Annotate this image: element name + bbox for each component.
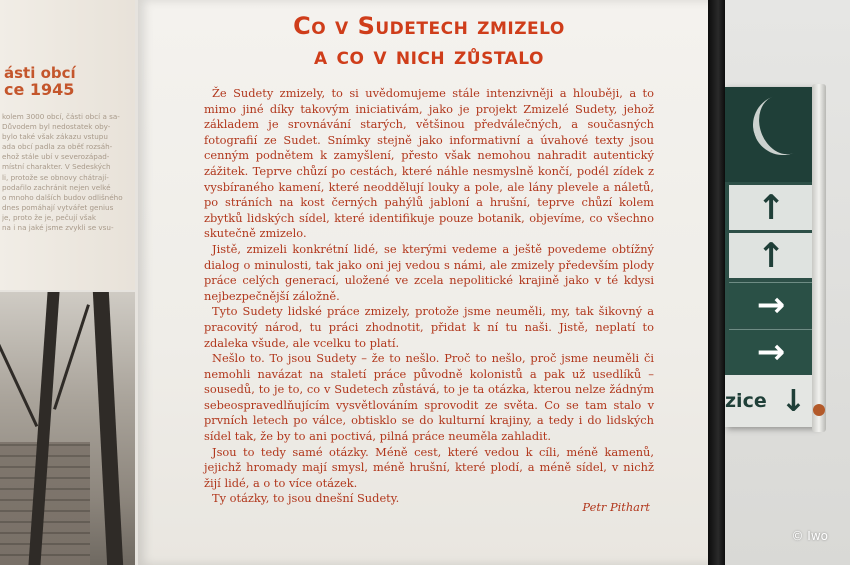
left-line: ehož stále ubí v severozápad- — [2, 152, 110, 162]
left-line: bylo také však zákazu vstupu — [2, 132, 108, 142]
paragraph: Nešlo to. To jsou Sudety – že to nešlo. Proč to nešlo, proč jsme neuměli či nemohli navázat na staletí práce původně kolonistů a pak už usedlíků – sousedů, to je to, co v Sudetech zůstává, to je ta otázka, kterou nelze žádným sebeospravedlňujícím vysvětlováním sprovodit ze světa. Co se tam stalo v prvních letech po válce, obtisklo se do kulturní krajiny, a tedy i do lidských sídel tak, že by to ani poctivá, pilná práce neuměla zahladit. — [204, 351, 654, 444]
tree-trunk — [93, 292, 123, 565]
left-line: ada obcí padla za oběť rozsáh- — [2, 142, 113, 152]
direction-sign — [725, 87, 817, 427]
right-arrow-icon: → — [729, 329, 813, 374]
paragraph: Jistě, zmizeli konkrétní lidé, se kterými vedeme a ještě povedeme obtížný dialog o minulosti, tak jako oni jej vedou s námi, ale zmizely především plody práce celých generací, uložené ve zcela nepolitické krajině jako v té kdysi nejbezpečnější záložně. — [204, 241, 654, 303]
tree-branch — [53, 304, 90, 410]
paragraph: Tyto Sudety lidské práce zmizely, protože jsme neuměli, my, tak šikovný a pracovitý národ, tu práci zhodnotit, přidat k ní tu naši. Jistě, neplatí to zdaleka všude, ale vcelku to platí. — [204, 304, 654, 350]
left-text-panel — [0, 0, 135, 290]
left-line: Důvodem byl nedostatek oby- — [2, 122, 111, 132]
left-line: podařilo zachránit nejen velké — [2, 182, 111, 192]
tree-photograph — [0, 292, 135, 565]
black-frame-post — [708, 0, 725, 565]
paragraph: Jsou to tedy samé otázky. Méně cest, které vedou k cíli, méně kamenů, jejichž hromady mají smysl, méně hrušní, které plodí, a méně sídel, v nichž žijí lidé, a o to více otázek. — [204, 444, 654, 490]
sign-label: zice — [725, 390, 767, 412]
sign-logo-arc — [745, 87, 822, 164]
up-arrow-icon: ↑ — [729, 233, 813, 278]
sign-header — [725, 87, 817, 182]
tree-branch — [0, 317, 38, 427]
board-title-line1: Co v Sudetech zmizelo — [293, 12, 565, 40]
sign-badge-icon — [813, 404, 825, 416]
left-line: dnes pomáhají vytvářet genius — [2, 202, 114, 212]
left-line: místní charakter. V Sedeských — [2, 162, 111, 172]
up-arrow-icon: ↑ — [729, 185, 813, 230]
right-arrow-icon: → — [729, 282, 813, 327]
information-board — [138, 0, 720, 565]
paragraph: Že Sudety zmizely, to si uvědomujeme stále intenzivněji a hlouběji, a to mimo jiné díky takovým iniciativám, jako je projekt Zmizelé Sudety, jehož základem je srovnávání starých, většinou předválečných, a současných fotografií ze Sudet. Snímky stejně jako informativní a úvahové texty jsou cenným podnětem k zamyšlení, přesto však nemohou nahradit autentický zážitek. Teprve chůzí po cestách, které náhle nesmyslně končí, podél zídek z vysbíraného kamení, které neoddělují louky a pole, ale lány plevele a náletů, po stráních na kost černých pahýlů jabloní a hrušní, teprve chůzí kolem zbytků lidských sídel, které identifikuje pouze botanik, objevíme, co všechno skutečně zmizelo. — [204, 86, 654, 241]
left-line: li, protože se obnovy chátrají- — [2, 172, 109, 182]
paragraph: Ty otázky, to jsou dnešní Sudety. — [212, 491, 400, 506]
author-signature: Petr Pithart — [582, 500, 650, 514]
left-line: kolem 3000 obcí, části obcí a sa- — [2, 112, 120, 121]
left-background-panel — [0, 0, 140, 565]
left-heading-line1: ásti obcí — [4, 64, 76, 82]
sign-mounting-rail — [812, 84, 826, 432]
left-heading-line2: ce 1945 — [4, 80, 75, 99]
left-line: na i na jaké jsme zvykli se vsu- — [2, 223, 114, 233]
board-title-line2: a co v nich zůstalo — [314, 42, 544, 70]
left-faded-text — [2, 112, 136, 233]
sign-last-row — [725, 375, 817, 427]
left-line: o mnoho dalších budov odlišného — [2, 192, 123, 202]
photo-credit: © Iwo — [791, 529, 828, 543]
down-arrow-icon: ↓ — [780, 383, 806, 419]
left-line: je, proto že je, pečují však — [2, 212, 97, 222]
board-body-text — [204, 86, 654, 507]
